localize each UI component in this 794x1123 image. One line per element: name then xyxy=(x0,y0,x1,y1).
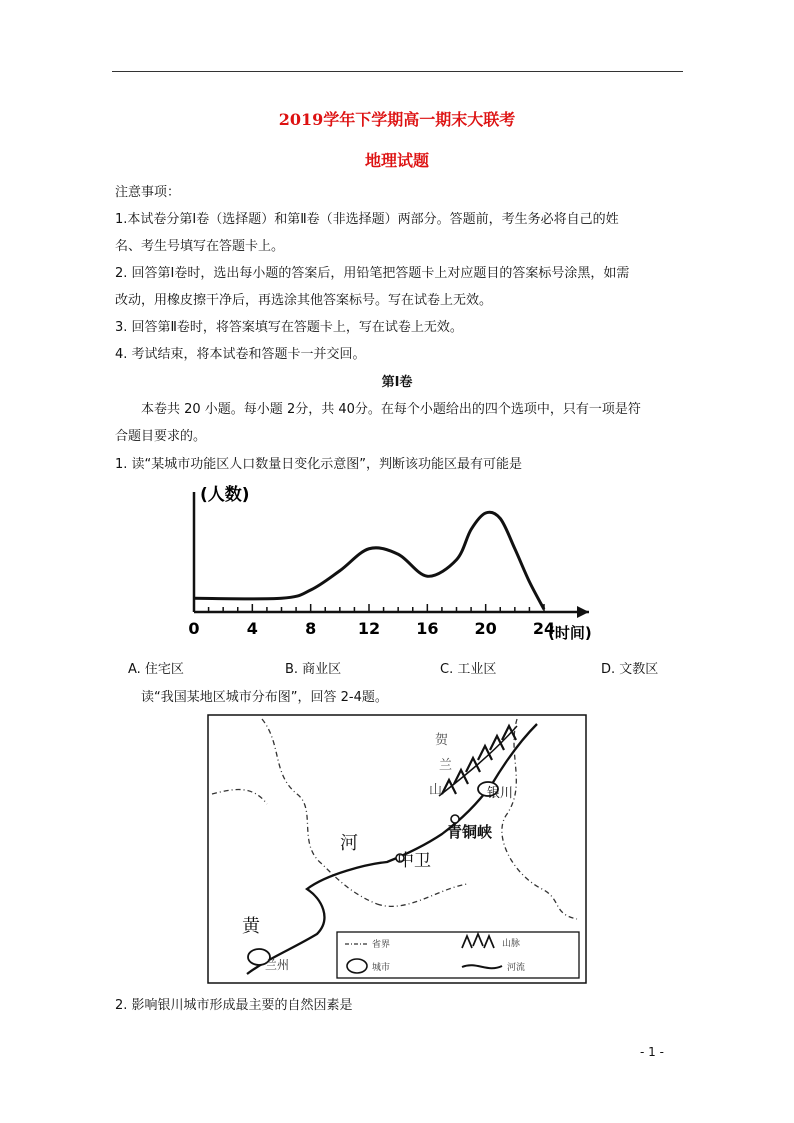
legend-river: 河流 xyxy=(507,963,526,973)
page-number: - 1 - xyxy=(640,1045,664,1059)
notice-item: 2. 回答第Ⅰ卷时，选出每小题的答案后，用铅笔把答题卡上对应题目的答案标号涂黑，如需 xyxy=(115,266,630,281)
legend-mountain: 山脉 xyxy=(502,939,521,949)
x-axis-label: (时间) xyxy=(548,624,592,642)
exam-subtitle: 地理试题 xyxy=(364,151,429,170)
city-distribution-map xyxy=(207,714,587,984)
notice-item: 4. 考试结束，将本试卷和答题卡一并交回。 xyxy=(115,347,366,362)
x-tick-label: 16 xyxy=(416,619,439,638)
map-label-shan: 山 xyxy=(429,783,443,798)
notice-item: 改动，用橡皮擦干净后，再选涂其他答案标号。写在试卷上无效。 xyxy=(115,293,493,308)
option-a: A. 住宅区 xyxy=(128,662,184,677)
series-line xyxy=(194,512,544,609)
x-tick-label: 0 xyxy=(188,619,200,638)
option-c: C. 工业区 xyxy=(440,662,497,677)
map-label-qingtongxia: 青铜峡 xyxy=(447,823,493,841)
map-label-lan: 兰 xyxy=(439,758,453,773)
y-axis-label: (人数) xyxy=(200,485,250,505)
x-axis-arrow xyxy=(577,606,589,618)
question-2-stem: 2. 影响银川城市形成最主要的自然因素是 xyxy=(115,998,353,1013)
notice-item: 3. 回答第Ⅱ卷时，将答案填写在答题卡上，写在试卷上无效。 xyxy=(115,320,463,335)
population-chart xyxy=(180,478,600,648)
legend-province: 省界 xyxy=(372,940,391,950)
map-label-zhongwei: 中卫 xyxy=(397,851,431,871)
city-qingtongxia-icon xyxy=(451,815,459,823)
chart-ticks xyxy=(188,619,555,638)
map-question-intro: 读“我国某地区城市分布图”，回答 2-4题。 xyxy=(141,690,388,705)
x-tick-label: 4 xyxy=(246,619,258,638)
map-label-lanzhou: 兰州 xyxy=(265,958,290,972)
notice-item: 1.本试卷分第Ⅰ卷（选择题）和第Ⅱ卷（非选择题）两部分。答题前，考生务必将自己的姓 xyxy=(115,212,619,227)
x-tick-label: 8 xyxy=(305,619,317,638)
header-rule xyxy=(112,71,683,72)
map-label-yinchuan: 银川 xyxy=(487,786,514,801)
exam-title: 2019学年下学期高一期末大联考 xyxy=(278,110,516,129)
map-label-he: 贺 xyxy=(435,733,449,748)
question-1-stem: 1. 读“某城市功能区人口数量日变化示意图”，判断该功能区最有可能是 xyxy=(115,457,523,472)
x-tick-label: 12 xyxy=(357,619,381,638)
map-label-river-huang: 黄 xyxy=(242,916,260,937)
section-heading: 第Ⅰ卷 xyxy=(381,375,413,390)
notice-heading: 注意事项： xyxy=(115,185,181,200)
option-d: D. 文教区 xyxy=(601,662,659,677)
x-tick-label: 20 xyxy=(474,619,497,638)
section-intro: 本卷共 20 小题。每小题 2分，共 40分。在每个小题给出的四个选项中，只有一项是符 xyxy=(141,402,641,417)
option-b: B. 商业区 xyxy=(285,662,342,677)
legend-city: 城市 xyxy=(372,963,391,973)
map-legend xyxy=(337,932,579,978)
notice-item: 名、考生号填写在答题卡上。 xyxy=(115,239,285,254)
map-label-river-he: 河 xyxy=(340,833,358,854)
section-intro-cont: 合题目要求的。 xyxy=(115,429,207,444)
x-tick-label: 24 xyxy=(532,619,556,638)
